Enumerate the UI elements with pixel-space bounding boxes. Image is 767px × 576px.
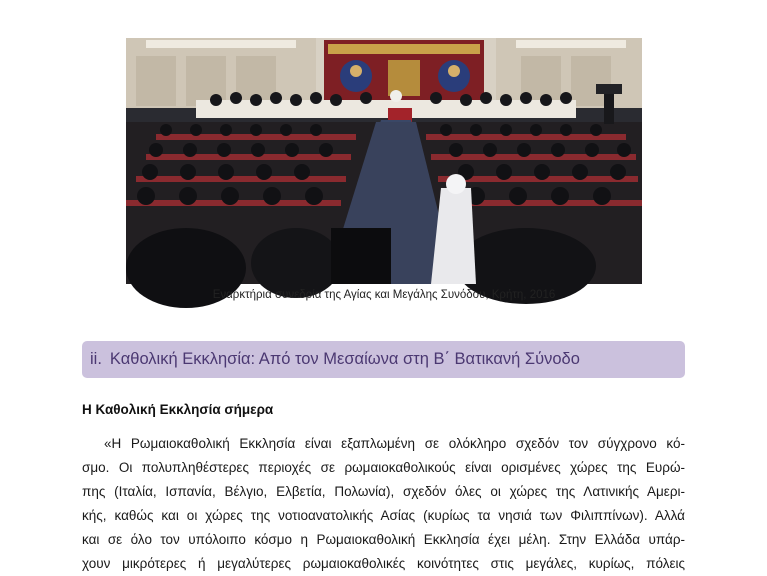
- synod-photo-image: [126, 38, 642, 284]
- paragraph-line: «Η Ρωμαιοκαθολική Εκκλησία είναι εξαπλωμένη σε ολόκληρο σχεδόν τον σύγχρονο κό-: [104, 436, 685, 451]
- paragraph-line: κής, καθώς και οι χώρες της νοτιοανατολικής Ασίας (κυρίως τα νησιά των Φιλιππίνων). Αλλά: [82, 508, 685, 523]
- section-title: Καθολική Εκκλησία: Από τον Μεσαίωνα στη Β΄ Βατικανή Σύνοδο: [109, 350, 580, 368]
- body-paragraph: [82, 432, 685, 576]
- photo-caption: Εναρκτήρια συνεδρία της Αγίας και Μεγάλης Συνόδου, Κρήτη, 2016: [212, 289, 556, 301]
- paragraph-line: χουν μικρότερες ή μεγαλύτερες ρωμαιοκαθολικές κοινότητες στις μεγάλες, κυρίως, πόλεις: [82, 556, 685, 571]
- paragraph-line: πης (Ιταλία, Ισπανία, Βέλγιο, Ελβετία, Πολωνία), σχεδόν όλες οι χώρες της Λατινικής Αμερι-: [82, 484, 685, 499]
- subheading: Η Καθολική Εκκλησία σήμερα: [82, 402, 274, 417]
- paragraph-line: και σε όλο τον υπόλοιπο κόσμο η Ρωμαιοκαθολική Εκκλησία έχει μέλη. Στην Ελλάδα υπάρ-: [82, 532, 685, 547]
- paragraph-line: σμο. Οι πολυπληθέστερες περιοχές σε ρωμαιοκαθολικούς είναι ορισμένες χώρες της Ευρώ-: [82, 460, 685, 475]
- synod-photo: [126, 38, 642, 284]
- section-number: ii.: [90, 350, 102, 368]
- section-header: [82, 341, 685, 378]
